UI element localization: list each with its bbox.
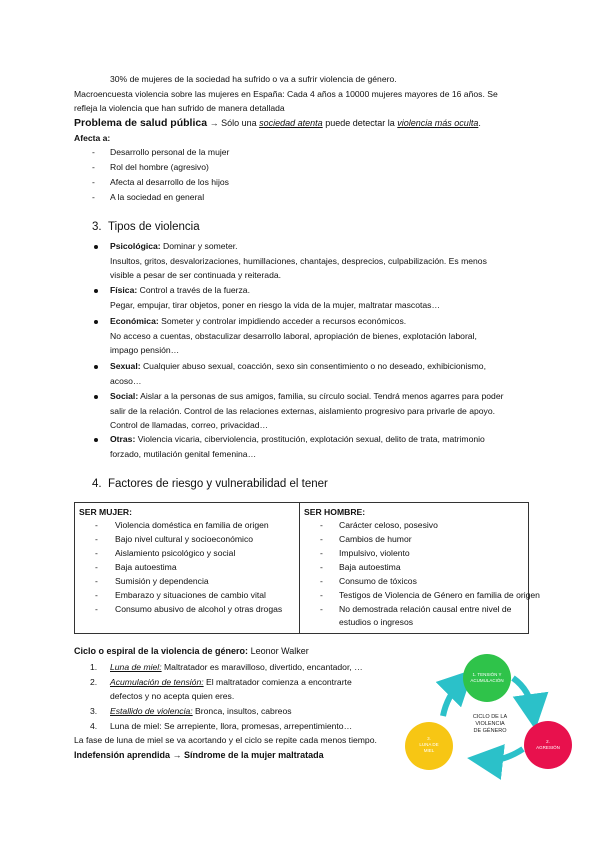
list-item: Impulsivo, violento	[339, 548, 410, 558]
item-line: impago pensión…	[110, 345, 180, 355]
list-item: Bajo nivel cultural y socioeconómico	[115, 534, 254, 544]
dash-icon: -	[95, 590, 98, 600]
learned-label: Indefensión aprendida	[74, 750, 171, 760]
dash-icon: -	[320, 520, 323, 530]
step-number: 4.	[90, 721, 98, 731]
cycle-diagram-svg	[405, 652, 575, 782]
item-label: Social:	[110, 391, 139, 401]
item-label: Sexual:	[110, 361, 141, 371]
step-number: 3.	[90, 706, 98, 716]
dash-icon: -	[95, 534, 98, 544]
list-item: No demostrada relación causal entre nivel de	[339, 604, 512, 614]
step-text: El maltratador comienza a encontrarte	[206, 677, 352, 687]
dash-icon: -	[320, 534, 323, 544]
list-item: Desarrollo personal de la mujer	[110, 147, 230, 157]
dash-icon: -	[95, 520, 98, 530]
tension-label-1: 1. TENSIÓN Y	[472, 672, 502, 677]
dash-icon: -	[320, 562, 323, 572]
list-item	[110, 662, 363, 672]
item-line: Control de llamadas, correo, privacidad…	[110, 420, 269, 430]
honeymoon-label-1: 3.	[427, 736, 431, 741]
affects-label: Afecta a:	[74, 133, 111, 143]
center-label-1: CICLO DE LA	[472, 714, 508, 720]
list-item: Embarazo y situaciones de cambio vital	[115, 590, 266, 600]
dash-icon: -	[92, 192, 95, 202]
health-line	[74, 117, 481, 129]
honeymoon-label-3: MIEL	[423, 748, 435, 753]
item-text: Aislar a la personas de sus amigos, familia, su círculo social. Tendrá menos agarres para poder	[140, 391, 504, 401]
cycle-diagram	[405, 652, 575, 782]
center-label-3: DE GÉNERO	[473, 728, 507, 734]
list-item	[110, 285, 250, 295]
item-text: Control a través de la fuerza.	[139, 285, 250, 295]
intro-line-1: 30% de mujeres de la sociedad ha sufrido o va a sufrir violencia de género.	[110, 74, 397, 84]
intro-line-3: refleja la violencia que han sufrido de manera detallada	[74, 103, 285, 113]
cycle-closing: La fase de luna de miel se va acortando y el ciclo se repite cada menos tiempo.	[74, 735, 377, 745]
list-item: A la sociedad en general	[110, 192, 205, 202]
dash-icon: -	[320, 548, 323, 558]
item-text: Dominar y someter.	[163, 241, 238, 251]
list-item	[110, 434, 485, 444]
cycle-title: Ciclo o espiral de la violencia de género:	[74, 646, 249, 656]
women-column-title: SER MUJER:	[79, 507, 133, 517]
section-title: Tipos de violencia	[107, 221, 200, 233]
step-number: 2.	[90, 677, 98, 687]
arrow-aggression-to-honeymoon	[485, 749, 523, 760]
aggression-label-1: 2.	[546, 739, 550, 744]
section-number: 3.	[92, 221, 102, 233]
risk-factors-table	[74, 502, 540, 634]
list-item	[110, 361, 486, 371]
item-line: No acceso a cuentas, obstaculizar desarrollo laboral, apropiación de bienes, explotación laboral,	[110, 331, 477, 341]
item-label: Física:	[110, 285, 138, 295]
cycle-heading	[74, 646, 309, 656]
dash-icon: -	[92, 147, 95, 157]
list-item	[110, 316, 406, 326]
list-item: Baja autoestima	[339, 562, 401, 572]
arrow-honeymoon-to-tension	[443, 682, 461, 716]
arrow-icon: →	[172, 750, 182, 760]
item-text: Violencia vicaria, ciberviolencia, prostitución, explotación sexual, delito de trata, matrimonio	[137, 434, 485, 444]
list-item: Rol del hombre (agresivo)	[110, 162, 209, 172]
dash-icon: -	[95, 548, 98, 558]
step-text: Bronca, insultos, cabreos	[195, 706, 292, 716]
bullet-icon	[94, 320, 98, 324]
section-title: Factores de riesgo y vulnerabilidad el tener	[107, 478, 328, 490]
list-item: Aislamiento psicológico y social	[115, 548, 236, 558]
arrow-tension-to-aggression	[513, 678, 533, 712]
list-item: Testigos de Violencia de Género en familia de origen	[339, 590, 540, 600]
learned-helplessness	[74, 750, 324, 760]
bullet-icon	[94, 438, 98, 442]
section-number: 4.	[92, 478, 102, 490]
list-item: Baja autoestima	[115, 562, 177, 572]
item-text: Cualquier abuso sexual, coacción, sexo sin consentimiento o no deseado, exhibicionismo,	[142, 361, 486, 371]
dash-icon: -	[320, 590, 323, 600]
item-text: Someter y controlar impidiendo acceder a recursos económicos.	[161, 316, 407, 326]
list-item	[110, 391, 503, 401]
bullet-icon	[94, 245, 98, 249]
step-number: 1.	[90, 662, 98, 672]
item-line: Insultos, gritos, desvalorizaciones, humillaciones, chantajes, desprecios, culpabilización. Es menos	[110, 256, 487, 266]
step-text: Luna de miel: Se arrepiente, llora, promesas, arrepentimiento…	[110, 721, 353, 731]
dash-icon: -	[92, 162, 95, 172]
step-label: Acumulación de tensión:	[110, 677, 204, 687]
step-label: Estallido de violencia:	[110, 706, 193, 716]
list-item: Violencia doméstica en familia de origen	[115, 520, 269, 530]
item-line: forzado, mutilación genital femenina…	[110, 449, 257, 459]
cycle-author: Leonor Walker	[250, 646, 309, 656]
center-label-2: VIOLENCIA	[475, 721, 505, 727]
bullet-icon	[94, 289, 98, 293]
intro-line-2: Macroencuesta violencia sobre las mujeres en España: Cada 4 años a 10000 mujeres mayores de 16 años. Se	[74, 89, 498, 99]
dash-icon: -	[95, 576, 98, 586]
item-label: Económica:	[110, 316, 159, 326]
syndrome-label: Síndrome de la mujer maltratada	[184, 750, 324, 760]
section-3-heading	[92, 221, 200, 233]
item-label: Otras:	[110, 434, 136, 444]
step-text: Maltratador es maravilloso, divertido, encantador, …	[164, 662, 363, 672]
list-item: Sumisión y dependencia	[115, 576, 209, 586]
health-text-c: puede detectar la	[325, 118, 395, 128]
tension-label-2: ACUMULACIÓN	[470, 678, 504, 683]
list-item: Consumo de tóxicos	[339, 576, 417, 586]
bullet-icon	[94, 395, 98, 399]
list-item: Cambios de humor	[339, 534, 412, 544]
list-item: Afecta al desarrollo de los hijos	[110, 177, 229, 187]
aggression-label-2: AGRESIÓN	[536, 745, 560, 750]
item-label: Psicológica:	[110, 241, 161, 251]
table-divider	[299, 503, 300, 633]
step-text: defectos y no acepta quien eres.	[110, 691, 235, 701]
section-4-heading	[92, 478, 328, 490]
dash-icon: -	[320, 576, 323, 586]
dash-icon: -	[95, 604, 98, 614]
item-line: visible a pesar de ser continuada y reiterada.	[110, 270, 282, 280]
dash-icon: -	[320, 604, 323, 614]
health-text-d: violencia más oculta	[397, 118, 479, 128]
health-text-a: Sólo una	[221, 118, 257, 128]
list-item: Carácter celoso, posesivo	[339, 520, 438, 530]
item-line: salir de la relación. Control de las relaciones externas, aislamiento progresivo para privarle de apoyo.	[110, 406, 496, 416]
list-item	[110, 677, 352, 687]
list-item-continued: estudios o ingresos	[339, 617, 414, 627]
dash-icon: -	[95, 562, 98, 572]
list-item	[110, 241, 238, 251]
list-item: Consumo abusivo de alcohol y otras drogas	[115, 604, 283, 614]
arrow-icon: →	[209, 118, 219, 128]
list-item	[110, 706, 292, 716]
bullet-icon	[94, 365, 98, 369]
men-column-title: SER HOMBRE:	[304, 507, 366, 517]
dash-icon: -	[92, 177, 95, 187]
health-text-e: .	[478, 118, 481, 128]
honeymoon-label-2: LUNA DE	[419, 742, 439, 747]
health-text-b: sociedad atenta	[259, 118, 323, 128]
item-line: acoso…	[110, 376, 142, 386]
step-label: Luna de miel:	[110, 662, 162, 672]
health-title: Problema de salud pública	[74, 117, 208, 129]
item-line: Pegar, empujar, tirar objetos, poner en riesgo la vida de la mujer, maltratar mascotas…	[110, 300, 441, 310]
